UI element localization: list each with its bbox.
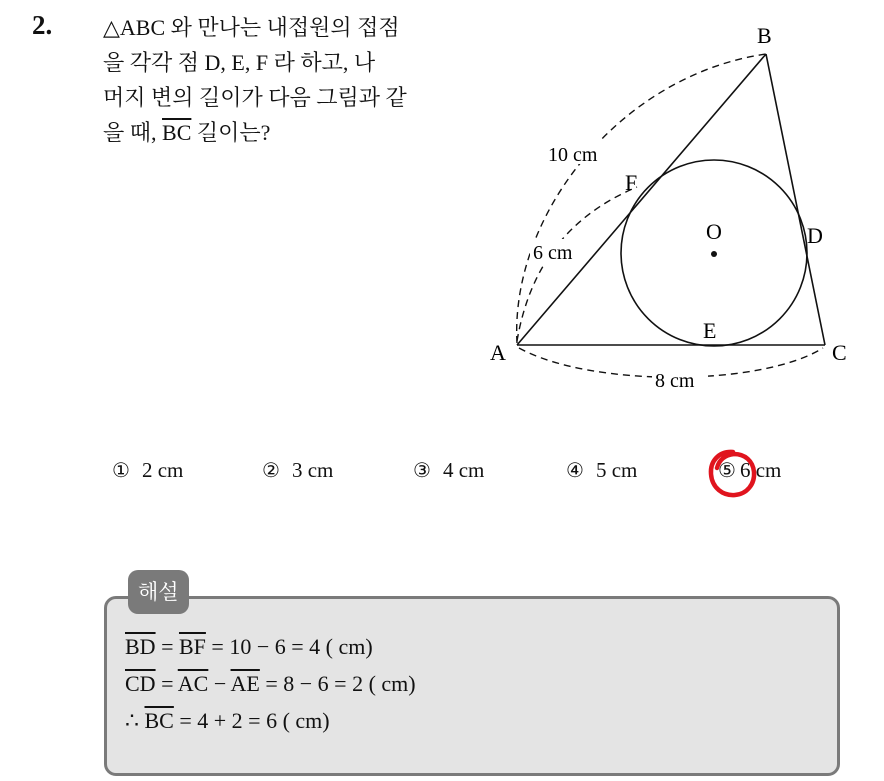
choice-1-mark: ① (112, 458, 130, 482)
choice-2-text: 3 cm (291, 458, 334, 482)
arc-af (517, 187, 637, 341)
eq-sign: = (155, 634, 179, 659)
solution-line-3 (125, 702, 416, 739)
choice-3-text: 4 cm (442, 458, 485, 482)
choice-2-mark: ② (262, 458, 280, 482)
question-line-1: △ABC 와 만나는 내접원의 접점 (103, 15, 400, 40)
seg-cd: $\overline{CD}$ (125, 671, 156, 696)
minus-sign: − (208, 671, 231, 696)
solution-line-1-rest: = 10 − 6 = 4 ( cm) (205, 634, 373, 659)
question-line-4 (103, 115, 483, 150)
solution-line-3-rest: = 4 + 2 = 6 ( cm) (173, 708, 330, 733)
choice-3[interactable] (413, 458, 484, 483)
choice-1-text: 2 cm (141, 458, 184, 482)
label-b: B (757, 23, 772, 48)
question-line-2: 을 각각 점 D, E, F 라 하고, 나 (103, 50, 376, 75)
seg-ac: $\overline{AC}$ (177, 671, 209, 696)
triangle-figure (470, 15, 870, 400)
solution-line-1 (125, 628, 416, 665)
seg-bc: $\overline{BC}$ (144, 708, 174, 733)
question-text (103, 10, 483, 150)
solution-line-2 (125, 665, 416, 702)
length-ac: 8 cm (655, 370, 695, 392)
choice-5-mark: ⑤ (718, 458, 736, 482)
label-o: O (706, 219, 722, 244)
eq-sign: = (155, 671, 178, 696)
seg-bd: $\overline{BD}$ (125, 634, 156, 659)
side-bc (766, 54, 825, 345)
segment-bc-label: $\overline{BC}$ (162, 120, 192, 145)
therefore-sign: ∴ (125, 708, 145, 733)
question-line-4-prefix: 을 때, (103, 120, 163, 145)
label-f: F (625, 170, 638, 195)
choice-2[interactable] (262, 458, 333, 483)
label-a: A (490, 340, 506, 365)
question-line-3: 머지 변의 길이가 다음 그림과 같 (103, 85, 407, 110)
choice-5-text: 6 cm (739, 458, 782, 482)
question-number: 2. (32, 10, 53, 40)
length-af: 6 cm (533, 242, 573, 264)
solution-text (125, 628, 416, 739)
label-e: E (703, 318, 717, 343)
label-c: C (832, 340, 847, 365)
selected-answer-circle (705, 446, 761, 502)
solution-tag: 해설 (128, 570, 189, 614)
solution-line-2-rest: = 8 − 6 = 2 ( cm) (259, 671, 416, 696)
question-suffix: 길이는? (191, 120, 271, 145)
length-ab: 10 cm (548, 144, 598, 166)
choice-4[interactable] (566, 458, 637, 483)
seg-bf: $\overline{BF}$ (178, 634, 206, 659)
seg-ae: $\overline{AE}$ (230, 671, 260, 696)
center-dot (711, 251, 717, 257)
choice-4-text: 5 cm (595, 458, 638, 482)
choice-4-mark: ④ (566, 458, 584, 482)
choice-1[interactable] (112, 458, 183, 483)
label-d: D (807, 223, 823, 248)
choice-3-mark: ③ (413, 458, 431, 482)
